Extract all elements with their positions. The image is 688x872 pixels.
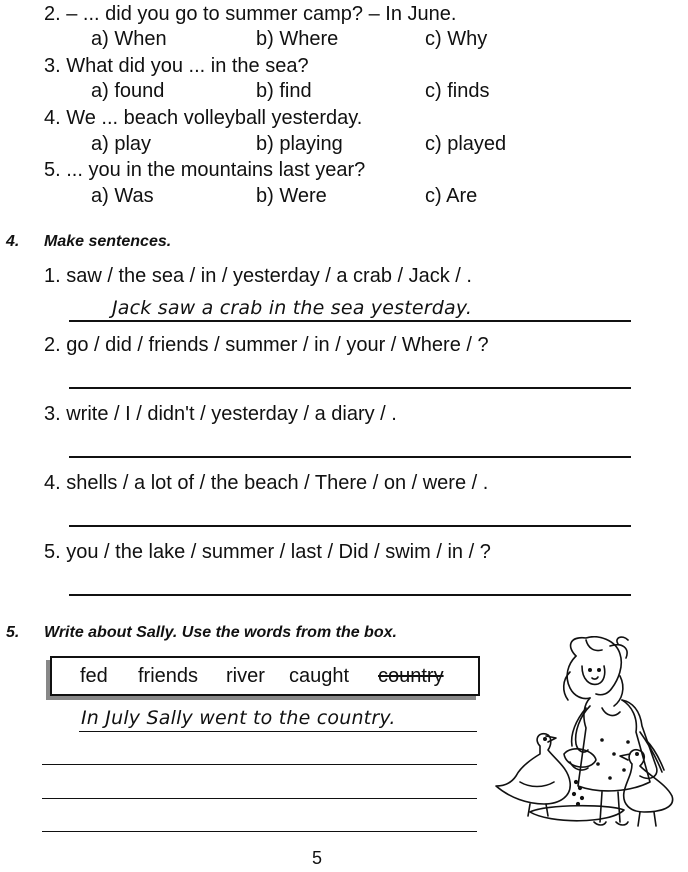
option-b: b) Where — [256, 28, 339, 50]
example-answer: Jack saw a crab in the sea yesterday. — [112, 297, 473, 319]
answer-line-2[interactable] — [69, 387, 631, 389]
option-b: b) find — [256, 80, 312, 102]
writing-line-2[interactable] — [42, 798, 477, 799]
example-answer: In July Sally went to the country. — [81, 707, 396, 729]
section-4-title: Make sentences. — [44, 233, 172, 250]
sentence-prompt-1: 1. saw / the sea / in / yesterday / a crab / Jack / . — [44, 265, 472, 287]
option-c: c) Are — [425, 185, 478, 207]
option-a: a) When — [91, 28, 167, 50]
section-5-title: Write about Sally. Use the words from the box. — [44, 624, 397, 641]
section-4-number: 4. — [6, 233, 20, 250]
option-c: c) Why — [425, 28, 488, 50]
writing-line-1[interactable] — [42, 764, 477, 765]
writing-line-3[interactable] — [42, 831, 477, 832]
girl-feeding-ducks-illustration — [490, 636, 680, 832]
question-text: 4. We ... beach volleyball yesterday. — [44, 107, 363, 129]
box-word: caught — [289, 665, 350, 687]
question-text: 2. – ... did you go to summer camp? – In June. — [44, 3, 457, 25]
answer-line-example — [79, 731, 477, 732]
sentence-prompt-2: 2. go / did / friends / summer / in / your / Where / ? — [44, 334, 489, 356]
option-b: b) Were — [256, 185, 327, 207]
question-text: 5. ... you in the mountains last year? — [44, 159, 366, 181]
option-c: c) played — [425, 133, 507, 155]
option-a: a) Was — [91, 185, 154, 207]
option-c: c) finds — [425, 80, 490, 102]
word-box — [50, 656, 480, 696]
option-a: a) found — [91, 80, 165, 102]
section-5-number: 5. — [6, 624, 20, 641]
option-b: b) playing — [256, 133, 343, 155]
option-a: a) play — [91, 133, 152, 155]
answer-line-4[interactable] — [69, 525, 631, 527]
answer-line-3[interactable] — [69, 456, 631, 458]
sentence-prompt-5: 5. you / the lake / summer / last / Did / swim / in / ? — [44, 541, 491, 563]
box-word-crossed: country — [378, 665, 444, 687]
question-text: 3. What did you ... in the sea? — [44, 55, 309, 77]
sentence-prompt-4: 4. shells / a lot of / the beach / There / on / were / . — [44, 472, 489, 494]
box-word: fed — [80, 665, 108, 687]
answer-line-1[interactable] — [69, 320, 631, 322]
box-word: friends — [138, 665, 199, 687]
answer-line-5[interactable] — [69, 594, 631, 596]
box-word: river — [226, 665, 265, 687]
sentence-prompt-3: 3. write / I / didn't / yesterday / a diary / . — [44, 403, 397, 425]
page-number: 5 — [312, 848, 323, 868]
